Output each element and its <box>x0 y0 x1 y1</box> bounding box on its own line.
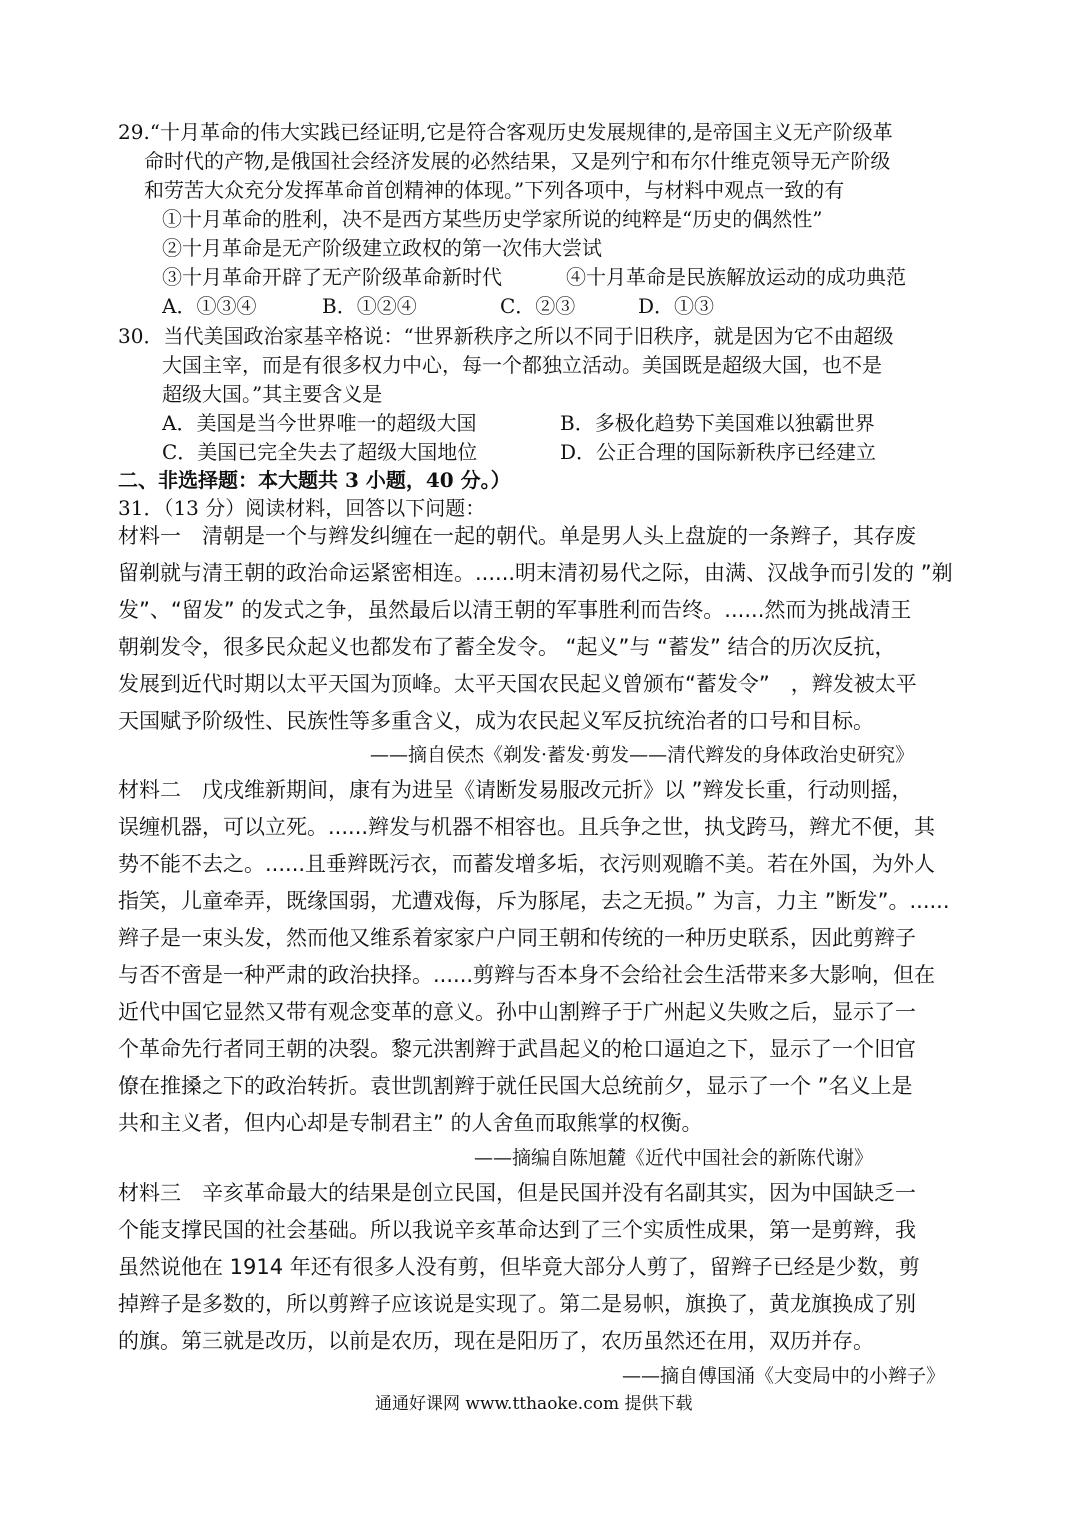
q29-option-b: B．①②④ <box>322 294 417 318</box>
q30-line-3: 超级大国。”其主要含义是 <box>162 382 383 406</box>
q30-option-b: B．多极化趋势下美国难以独霸世界 <box>560 411 875 435</box>
material-2-line: 辫子是一束头发，然而他又维系着家家户户同王朝和传统的一种历史联系，因此剪辫子 <box>118 926 916 950</box>
page-footer: 通通好课网 www.tthaoke.com 提供下载 <box>375 1394 693 1414</box>
material-3-line: 的旗。第三就是改历，以前是农历，现在是阳历了，农历虽然还在用，双历并存。 <box>118 1329 874 1353</box>
q30-option-d: D．公正合理的国际新秩序已经建立 <box>560 440 877 464</box>
material-3-line: 个能支撑民国的社会基础。所以我说辛亥革命达到了三个实质性成果，第一是剪辫，我 <box>118 1218 916 1242</box>
material-1-line: 材料一 清朝是一个与辫发纠缠在一起的朝代。单是男人头上盘旋的一条辫子，其存废 <box>118 524 916 548</box>
material-2-line: 误缠机器，可以立死。......辫发与机器不相容也。且兵争之世，执戈跨马，辫尤不便，其 <box>118 815 936 839</box>
material-3-line: 虽然说他在 1914 年还有很多人没有剪，但毕竟大部分人剪了，留辫子已经是少数，剪 <box>118 1255 920 1279</box>
q29-line-2: 命时代的产物,是俄国社会经济发展的必然结果，又是列宁和布尔什维克领导无产阶级 <box>144 149 891 173</box>
q29-statement-2: ②十月革命是无产阶级建立政权的第一次伟大尝试 <box>162 236 602 260</box>
q30-line-1: 30．当代美国政治家基辛格说：“世界新秩序之所以不同于旧秩序，就是因为它不由超级 <box>118 324 894 348</box>
material-1-line: 天国赋予阶级性、民族性等多重含义，成为农民起义军反抗统治者的口号和目标。 <box>118 709 874 733</box>
q29-statement-3: ③十月革命开辟了无产阶级革命新时代 <box>162 265 502 289</box>
material-2-line: 个革命先行者同王朝的决裂。黎元洪割辫于武昌起义的枪口逼迫之下，显示了一个旧官 <box>118 1037 916 1061</box>
material-3-source: ——摘自傅国涌《大变局中的小辫子》 <box>622 1365 946 1387</box>
material-2-source: ——摘编自陈旭麓《近代中国社会的新陈代谢》 <box>474 1147 874 1169</box>
material-2-line: 与否不啻是一种严肃的政治抉择。......剪辫与否本身不会给社会生活带来多大影响，但在 <box>118 963 936 987</box>
material-3-line: 掉辫子是多数的，所以剪辫子应该说是实现了。第二是易帜，旗换了，黄龙旗换成了别 <box>118 1292 916 1316</box>
q29-statement-4: ④十月革命是民族解放运动的成功典范 <box>566 265 906 289</box>
material-1-source: ——摘自侯杰《剃发·蓄发·剪发——清代辫发的身体政治史研究》 <box>370 744 915 766</box>
section-heading: 二、非选择题：本大题共 3 小题，40 分。） <box>118 468 511 492</box>
q29-line-1: 29.“十月革命的伟大实践已经证明,它是符合客观历史发展规律的,是帝国主义无产阶级革 <box>118 120 893 144</box>
q29-line-3: 和劳苦大众充分发挥革命首创精神的体现。”下列各项中，与材料中观点一致的有 <box>144 178 845 202</box>
material-2-line: 势不能不去之。......且垂辫既污衣，而蓄发增多垢，衣污则观瞻不美。若在外国，为外人 <box>118 852 936 876</box>
q29-statement-1: ①十月革命的胜利，决不是西方某些历史学家所说的纯粹是“历史的偶然性” <box>162 207 823 231</box>
q29-option-d: D．①③ <box>638 294 715 318</box>
material-2-line: 材料二 戊戌维新期间，康有为进呈《请断发易服改元折》以 ”辫发长重，行动则摇， <box>118 778 913 802</box>
material-1-line: 留剃就与清王朝的政治命运紧密相连。......明末清初易代之际，由满、汉战争而引发的 ”剃 <box>118 561 953 585</box>
q30-option-c: C．美国已完全失去了超级大国地位 <box>162 440 478 464</box>
q29-option-c: C．②③ <box>500 294 576 318</box>
q30-line-2: 大国主宰，而是有很多权力中心，每一个都独立活动。美国既是超级大国，也不是 <box>162 353 882 377</box>
q31-stem: 31．（13 分）阅读材料，回答以下问题： <box>118 496 486 520</box>
material-1-line: 发展到近代时期以太平天国为顶峰。太平天国农民起义曾颁布“蓄发令” ，辫发被太平 <box>118 672 917 696</box>
q29-option-a: A．①③④ <box>162 294 257 318</box>
material-2-line: 近代中国它显然又带有观念变革的意义。孙中山割辫子于广州起义失败之后，显示了一 <box>118 1000 916 1024</box>
material-2-line: 指笑，儿童牵弄，既缘国弱，尤遭戏侮，斥为豚尾，去之无损。” 为言，力主 ”断发”。...... <box>118 889 950 913</box>
material-1-line: 朝剃发令，很多民众起义也都发布了蓄全发令。 “起义”与 “蓄发” 结合的历次反抗， <box>118 635 896 659</box>
material-2-line: 共和主义者，但内心却是专制君主” 的人舍鱼而取熊掌的权衡。 <box>118 1111 703 1135</box>
material-3-line: 材料三 辛亥革命最大的结果是创立民国，但是民国并没有名副其实，因为中国缺乏一 <box>118 1181 916 1205</box>
material-1-line: 发”、“留发” 的发式之争，虽然最后以清王朝的军事胜利而告终。......然而为挑战清王 <box>118 598 912 622</box>
q30-option-a: A．美国是当今世界唯一的超级大国 <box>162 411 477 435</box>
material-2-line: 僚在推搡之下的政治转折。袁世凯割辫于就任民国大总统前夕，显示了一个 ”名义上是 <box>118 1074 913 1098</box>
